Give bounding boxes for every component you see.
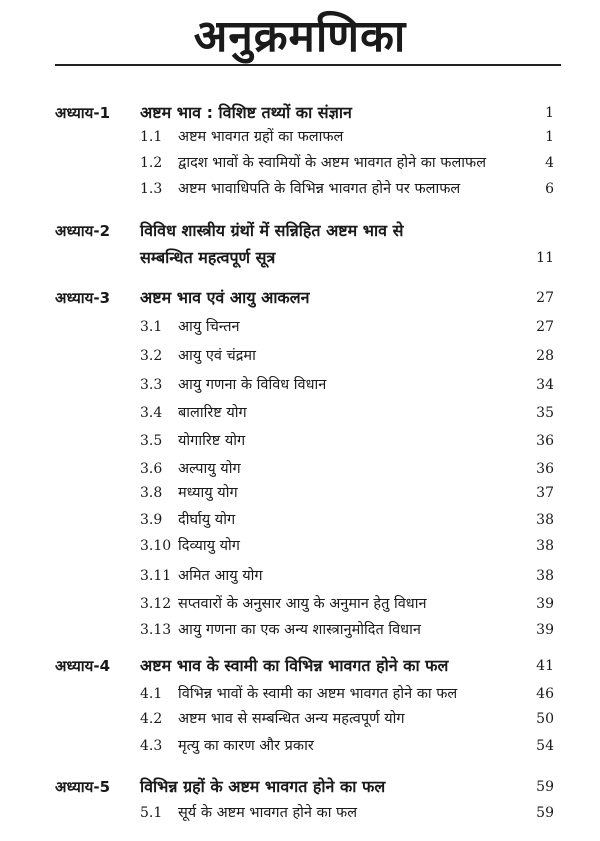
chapter-title: विविध शास्त्रीय ग्रंथों में सन्निहित अष्टम भाव से: [140, 221, 404, 240]
section-row: [0, 563, 600, 589]
section-number: 1.3: [140, 181, 163, 197]
section-number: 3.10: [140, 538, 172, 554]
section-title: योगारिष्ट योग: [178, 433, 246, 449]
section-number: 4.1: [140, 686, 163, 702]
page-number: 50: [536, 711, 554, 727]
chapter-row: [0, 100, 600, 126]
section-number: 3.4: [140, 405, 163, 421]
page-number: 38: [536, 538, 554, 554]
chapter-label: अध्याय-5: [55, 778, 111, 796]
section-title: अष्टम भाव से सम्बन्धित अन्य महत्वपूर्ण योग: [178, 711, 405, 727]
section-row: [0, 706, 600, 732]
chapter-row: [0, 774, 600, 800]
section-row: [0, 400, 600, 426]
section-number: 3.5: [140, 433, 163, 449]
page-number: 27: [536, 290, 554, 306]
chapter-row: [0, 285, 600, 311]
section-title: आयु गणना का एक अन्य शास्त्रानुमोदित विधान: [178, 622, 421, 638]
page-number: 34: [536, 377, 554, 393]
chapter-row: [0, 653, 600, 679]
section-title: द्वादश भावों के स्वामियों के अष्टम भावगत होने का फलाफल: [178, 155, 487, 171]
chapter-row-continued: [0, 245, 600, 271]
section-number: 3.1: [140, 319, 163, 335]
section-row: [0, 591, 600, 617]
title-divider: [55, 64, 561, 66]
section-number: 5.1: [140, 805, 163, 821]
section-number: 1.1: [140, 129, 163, 145]
section-number: 3.12: [140, 596, 172, 612]
page-title: अनुक्रमणिका: [193, 11, 407, 62]
page-number: 39: [536, 622, 554, 638]
section-row: [0, 124, 600, 150]
section-row: [0, 733, 600, 759]
page-number: 59: [536, 779, 554, 795]
section-number: 4.2: [140, 711, 163, 727]
section-number: 3.6: [140, 461, 163, 477]
section-number: 3.3: [140, 377, 163, 393]
section-title: आयु एवं चंद्रमा: [178, 348, 256, 364]
chapter-title: विभिन्न ग्रहों के अष्टम भावगत होने का फल: [140, 777, 386, 796]
section-number: 3.2: [140, 348, 163, 364]
section-number: 4.3: [140, 738, 163, 754]
page-number: 41: [536, 658, 554, 674]
section-row: [0, 372, 600, 398]
chapter-title-line2: सम्बन्धित महत्वपूर्ण सूत्र: [140, 248, 276, 267]
section-row: [0, 681, 600, 707]
section-row: [0, 150, 600, 176]
chapter-label: अध्याय-4: [55, 657, 111, 675]
section-row: [0, 533, 600, 559]
page-number: 46: [536, 686, 554, 702]
section-row: [0, 428, 600, 454]
page-number: 36: [536, 461, 554, 477]
page-number: 1: [545, 105, 554, 121]
page-number: 54: [536, 738, 554, 754]
section-title: दिव्यायु योग: [178, 538, 240, 554]
page-number: 38: [536, 568, 554, 584]
section-row: [0, 314, 600, 340]
page-number: 36: [536, 433, 554, 449]
section-row: [0, 176, 600, 202]
section-row: [0, 800, 600, 826]
section-row: [0, 480, 600, 506]
section-title: अष्टम भावाधिपति के विभिन्न भावगत होने पर फलाफल: [178, 181, 461, 197]
section-number: 1.2: [140, 155, 163, 171]
page-number: 35: [536, 405, 554, 421]
page-number: 37: [536, 485, 554, 501]
chapter-label: अध्याय-1: [55, 104, 111, 122]
section-title: अमित आयु योग: [178, 568, 263, 584]
chapter-row: [0, 218, 600, 244]
section-title: अष्टम भावगत ग्रहों का फलाफल: [178, 129, 344, 145]
section-number: 3.8: [140, 485, 163, 501]
section-number: 3.9: [140, 512, 163, 528]
section-row: [0, 507, 600, 533]
section-title: दीर्घायु योग: [178, 512, 236, 528]
page-number: 27: [536, 319, 554, 335]
page-number: 1: [545, 129, 554, 145]
chapter-title: अष्टम भाव : विशिष्ट तथ्यों का संज्ञान: [140, 103, 352, 122]
page-number: 4: [545, 155, 554, 171]
section-title: सप्तवारों के अनुसार आयु के अनुमान हेतु विधान: [178, 596, 427, 612]
page-number: 28: [536, 348, 554, 364]
chapter-label: अध्याय-3: [55, 289, 111, 307]
section-row: [0, 456, 600, 482]
section-row: [0, 617, 600, 643]
section-title: विभिन्न भावों के स्वामी का अष्टम भावगत होने का फल: [178, 686, 458, 702]
page-number: 6: [545, 181, 554, 197]
chapter-title: अष्टम भाव के स्वामी का विभिन्न भावगत होने का फल: [140, 656, 449, 675]
page-number: 39: [536, 596, 554, 612]
section-number: 3.11: [140, 568, 172, 584]
page-number: 38: [536, 512, 554, 528]
section-row: [0, 343, 600, 369]
section-number: 3.13: [140, 622, 172, 638]
section-title: आयु चिन्तन: [178, 319, 240, 335]
section-title: बालारिष्ट योग: [178, 405, 247, 421]
section-title: सूर्य के अष्टम भावगत होने का फल: [178, 805, 358, 821]
section-title: आयु गणना के विविध विधान: [178, 377, 327, 393]
page-number: 59: [536, 805, 554, 821]
section-title: मृत्यु का कारण और प्रकार: [178, 738, 314, 754]
page-number: 11: [536, 250, 554, 266]
chapter-title: अष्टम भाव एवं आयु आकलन: [140, 288, 310, 307]
section-title: अल्पायु योग: [178, 461, 241, 477]
section-title: मध्यायु योग: [178, 485, 238, 501]
chapter-label: अध्याय-2: [55, 222, 111, 240]
